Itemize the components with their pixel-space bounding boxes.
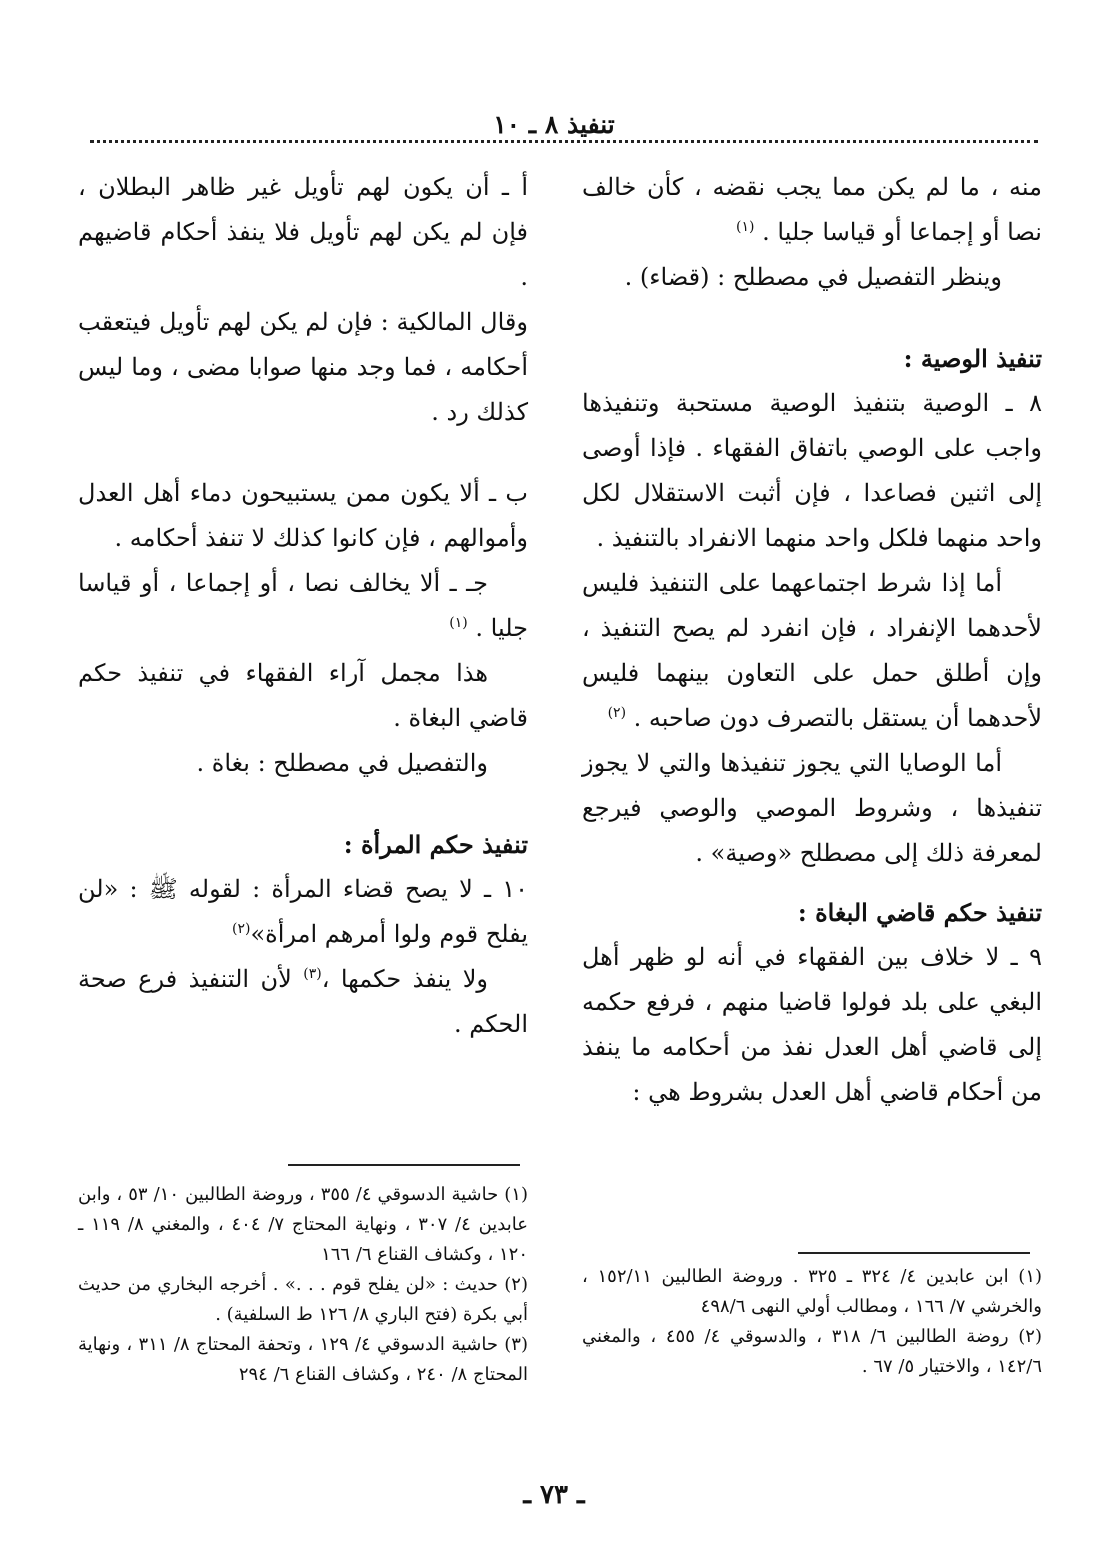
right-footnotes bbox=[582, 1262, 1042, 1382]
header-dotted-rule bbox=[90, 140, 1038, 143]
section-heading: تنفيذ حكم المرأة : bbox=[343, 830, 528, 859]
footnote: (٢) حديث : «لن يفلح قوم . . .» . أخرجه البخاري من حديث أبي بكرة (فتح الباري ٨/ ١٢٦ ط السلفية) . bbox=[78, 1274, 528, 1325]
footnote: (١) ابن عابدين ٤/ ٣٢٤ ـ ٣٢٥ . وروضة الطالبين ١٥٢/١١ ، والخرشي ٧/ ١٦٦ ، ومطالب أولي النهى ٤٩٨/٦ bbox=[582, 1266, 1043, 1317]
footnote-ref: (١) bbox=[736, 219, 755, 235]
paragraph: أما الوصايا التي يجوز تنفيذها والتي لا يجوز تنفيذها ، وشروط الموصي والوصي فيرجع لمعرفة ذلك إلى مصطلح «وصية» . bbox=[582, 749, 1042, 867]
page-number: ـ ٧٣ ـ bbox=[523, 1480, 585, 1510]
section-heading: تنفيذ الوصية : bbox=[903, 344, 1042, 373]
footnote: (٣) حاشية الدسوقي ٤/ ١٢٩ ، وتحفة المحتاج ٨/ ٣١١ ، ونهاية المحتاج ٨/ ٢٤٠ ، وكشاف القناع ٦/ ٢٩٤ bbox=[78, 1334, 528, 1385]
paragraph: وقال المالكية : فإن لم يكن لهم تأويل فيتعقب أحكامه ، فما وجد منها صوابا مضى ، وما ليس كذلك رد . bbox=[78, 308, 528, 426]
paragraph: ١٠ ـ لا يصح قضاء المرأة : لقوله ﷺ : «لن يفلح قوم ولوا أمرهم امرأة»$^{(٢)}$ bbox=[78, 875, 528, 948]
footnote-ref: (٢) bbox=[231, 921, 251, 937]
paragraph: ولا ينفذ حكمها ،$^{(٣)}$ لأن التنفيذ فرع صحة الحكم . bbox=[78, 965, 528, 1038]
running-header: تنفيذ ٨ ـ ١٠ bbox=[493, 110, 615, 139]
footnote-separator bbox=[288, 1164, 520, 1166]
paragraph: أما إذا شرط اجتماعهما على التنفيذ فليس لأحدهما الإنفراد ، فإن انفرد لم يصح التنفيذ ، وإن أطلق حمل على التعاون بينهما فليس لأحدهما أن يستقل بالتصرف دون صاحبه . $^{(٢)}$ bbox=[582, 569, 1042, 732]
left-footnotes bbox=[78, 1180, 528, 1390]
paragraph: ٨ ـ الوصية بتنفيذ الوصية مستحبة وتنفيذها واجب على الوصي باتفاق الفقهاء . فإذا أوصى إلى اثنين فصاعدا ، فإن أثبت الاستقلال لكل واحد منهما فلكل واحد منهما الانفراد بالتنفيذ . bbox=[582, 389, 1042, 552]
footnote-ref: (١) bbox=[449, 615, 468, 631]
footnote: (٢) روضة الطالبين ٦/ ٣١٨ ، والدسوقي ٤/ ٤٥٥ ، والمغني ١٤٢/٦ ، والاختيار ٥/ ٦٧ . bbox=[582, 1326, 1042, 1377]
section-heading: تنفيذ حكم قاضي البغاة : bbox=[797, 898, 1042, 927]
paragraph: ٩ ـ لا خلاف بين الفقهاء في أنه لو ظهر أهل البغي على بلد فولوا قاضيا منهم ، فرفع حكمه إلى قاضي أهل العدل نفذ من أحكامه ما ينفذ من أحكام قاضي أهل العدل بشروط هي : bbox=[582, 943, 1042, 1106]
left-column bbox=[78, 165, 528, 1047]
footnote: (١) حاشية الدسوقي ٤/ ٣٥٥ ، وروضة الطالبين ١٠/ ٥٣ ، وابن عابدين ٤/ ٣٠٧ ، ونهاية المحتاج ٧/ ٤٠٤ ، والمغني ٨/ ١١٩ ـ ١٢٠ ، وكشاف القناع ٦/ ١٦٦ bbox=[78, 1184, 528, 1265]
footnote-ref: (٣) bbox=[303, 966, 322, 982]
paragraph: وينظر التفصيل في مصطلح : (قضاء) . bbox=[624, 263, 1002, 291]
footnote-separator bbox=[798, 1252, 1030, 1254]
paragraph: هذا مجمل آراء الفقهاء في تنفيذ حكم قاضي البغاة . bbox=[78, 659, 528, 732]
paragraph: والتفصيل في مصطلح : بغاة . bbox=[196, 749, 488, 777]
right-column bbox=[582, 165, 1042, 1115]
paragraph: أ ـ أن يكون لهم تأويل غير ظاهر البطلان ، فإن لم يكن لهم تأويل فلا ينفذ أحكام قاضيهم . bbox=[78, 173, 528, 291]
footnote-ref: (٢) bbox=[607, 705, 627, 721]
paragraph: جـ ـ ألا يخالف نصا ، أو إجماعا ، أو قياسا جليا . $^{(١)}$ bbox=[78, 569, 528, 642]
paragraph: منه ، ما لم يكن مما يجب نقضه ، كأن خالف نصا أو إجماعا أو قياسا جليا . $^{(١)}$ bbox=[582, 173, 1042, 246]
paragraph: ب ـ ألا يكون ممن يستبيحون دماء أهل العدل وأموالهم ، فإن كانوا كذلك لا تنفذ أحكامه . bbox=[78, 479, 528, 552]
